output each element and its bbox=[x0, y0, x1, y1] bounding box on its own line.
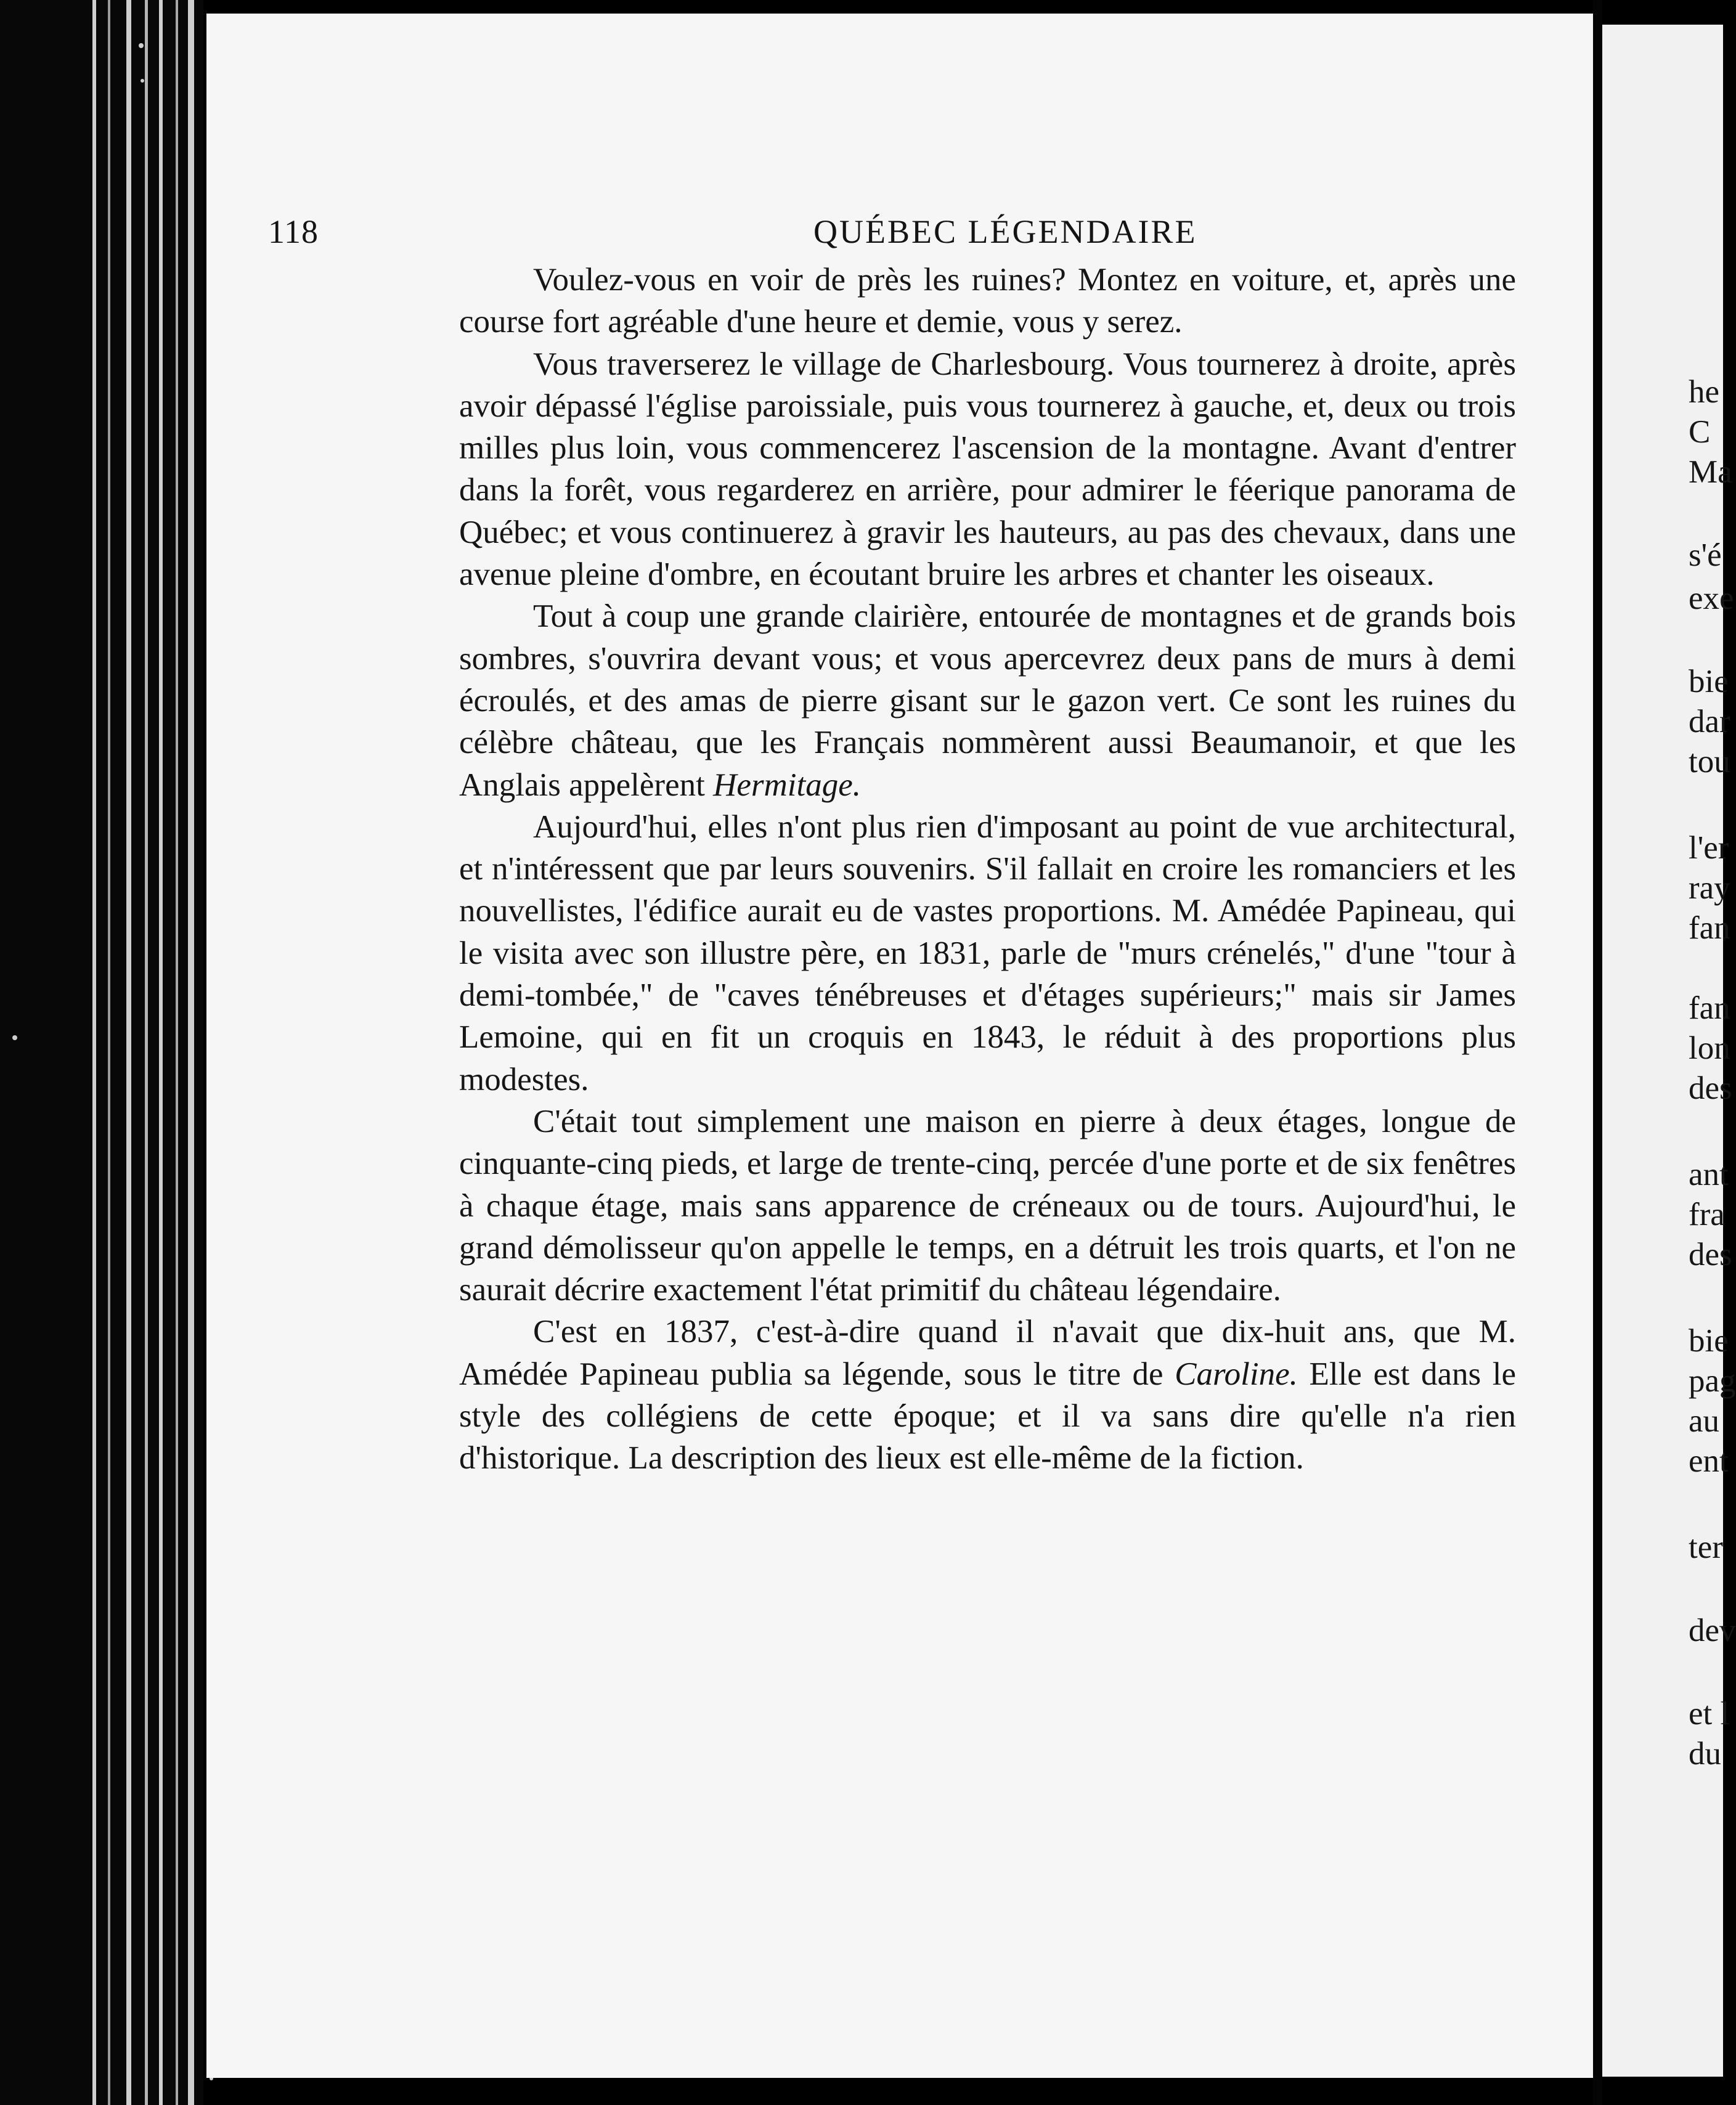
facing-line: Ma bbox=[1689, 454, 1732, 490]
facing-line: ray bbox=[1689, 870, 1730, 906]
facing-line: pag bbox=[1689, 1363, 1736, 1399]
facing-line: bie bbox=[1689, 1323, 1729, 1359]
italic-title: Caroline. bbox=[1175, 1356, 1298, 1392]
paragraph: Vous traverserez le village de Charlesbourg. Vous tournerez à droite, après avoir dépassé l'église paroissiale, puis vous tournerez à gauche, et, deux ou trois milles plus loin, vous commencerez l'ascension de la montagne. Avant d'entrer dans la forêt, vous regarderez en arrière, pour admirer le féerique panorama de Québec; et vous continuerez à gravir les hauteurs, au pas des chevaux, dans une avenue pleine d'ombre, en écoutant bruire les arbres et chanter les oiseaux. bbox=[459, 346, 1516, 593]
body-text bbox=[459, 259, 1516, 1480]
facing-line: he bbox=[1689, 374, 1720, 410]
page-gutter bbox=[1593, 0, 1602, 2105]
paragraph: Tout à coup une grande clairière, entourée de montagnes et de grands bois sombres, s'ouvrira devant vous; et vous apercevrez deux pans de murs à demi écroulés, et des amas de pierre gisant sur le gazon vert. Ce sont les ruines du célèbre château, que les Français nommèrent aussi Beaumanoir, et que les Anglais appelèrent Hermitage. bbox=[459, 598, 1516, 803]
facing-line: fan bbox=[1689, 910, 1730, 946]
facing-line: s'é bbox=[1689, 537, 1722, 573]
facing-line: l'er bbox=[1689, 830, 1729, 866]
italic-term: Hermitage. bbox=[713, 767, 862, 803]
paragraph: Voulez-vous en voir de près les ruines? Montez en voiture, et, après une course fort agréable d'une heure et demie, vous y serez. bbox=[459, 262, 1516, 340]
facing-line: fan bbox=[1689, 990, 1730, 1026]
facing-line: C bbox=[1689, 414, 1711, 450]
facing-line: des bbox=[1689, 1070, 1732, 1106]
facing-line: bie bbox=[1689, 664, 1729, 699]
running-title: QUÉBEC LÉGENDAIRE bbox=[813, 213, 1197, 250]
facing-line: fra bbox=[1689, 1197, 1725, 1232]
facing-line: du bbox=[1689, 1736, 1721, 1772]
paragraph: Aujourd'hui, elles n'ont plus rien d'imposant au point de vue architectural, et n'intéressent que par leurs souvenirs. S'il fallait en croire les romanciers et les nouvellistes, l'édifice aurait eu de vastes proportions. M. Amédée Papineau, qui le visita avec son illustre père, en 1831, parle de "murs crénelés," d'une "tour à demi-tombée," de "caves ténébreuses et d'étages supérieurs;" mais sir James Lemoine, qui en fit un croquis en 1843, le réduit à des proportions plus modestes. bbox=[459, 808, 1516, 1097]
facing-line: lon bbox=[1689, 1030, 1730, 1066]
book-binding bbox=[0, 0, 203, 2105]
paragraph: C'était tout simplement une maison en pierre à deux étages, longue de cinquante-cinq pieds, et large de trente-cinq, percée d'une porte et de six fenêtres à chaque étage, mais sans apparence de créneaux ou de tours. Aujourd'hui, le grand démolisseur qu'on appelle le temps, en a détruit les trois quarts, et l'on ne saurait décrire exactement l'état primitif du château légendaire. bbox=[459, 1103, 1516, 1308]
page-header bbox=[0, 213, 1723, 256]
page-number: 118 bbox=[268, 213, 319, 250]
facing-line: dev bbox=[1689, 1613, 1736, 1648]
facing-line: ter bbox=[1689, 1529, 1723, 1565]
facing-line: dar bbox=[1689, 704, 1730, 739]
facing-line: et l bbox=[1689, 1696, 1730, 1732]
facing-line: des bbox=[1689, 1237, 1732, 1272]
facing-line: tou bbox=[1689, 744, 1730, 780]
facing-line: ant bbox=[1689, 1157, 1729, 1192]
facing-line: exe bbox=[1689, 580, 1734, 616]
facing-line: au bbox=[1689, 1403, 1720, 1439]
facing-line: ent bbox=[1689, 1443, 1729, 1479]
paragraph: C'est en 1837, c'est-à-dire quand il n'avait que dix-huit ans, que M. Amédée Papineau publia sa légende, sous le titre de Caroline. Elle est dans le style des collégiens de cette époque; et il va sans dire qu'elle n'a rien d'historique. La description des lieux est elle-même de la fiction. bbox=[459, 1314, 1517, 1476]
